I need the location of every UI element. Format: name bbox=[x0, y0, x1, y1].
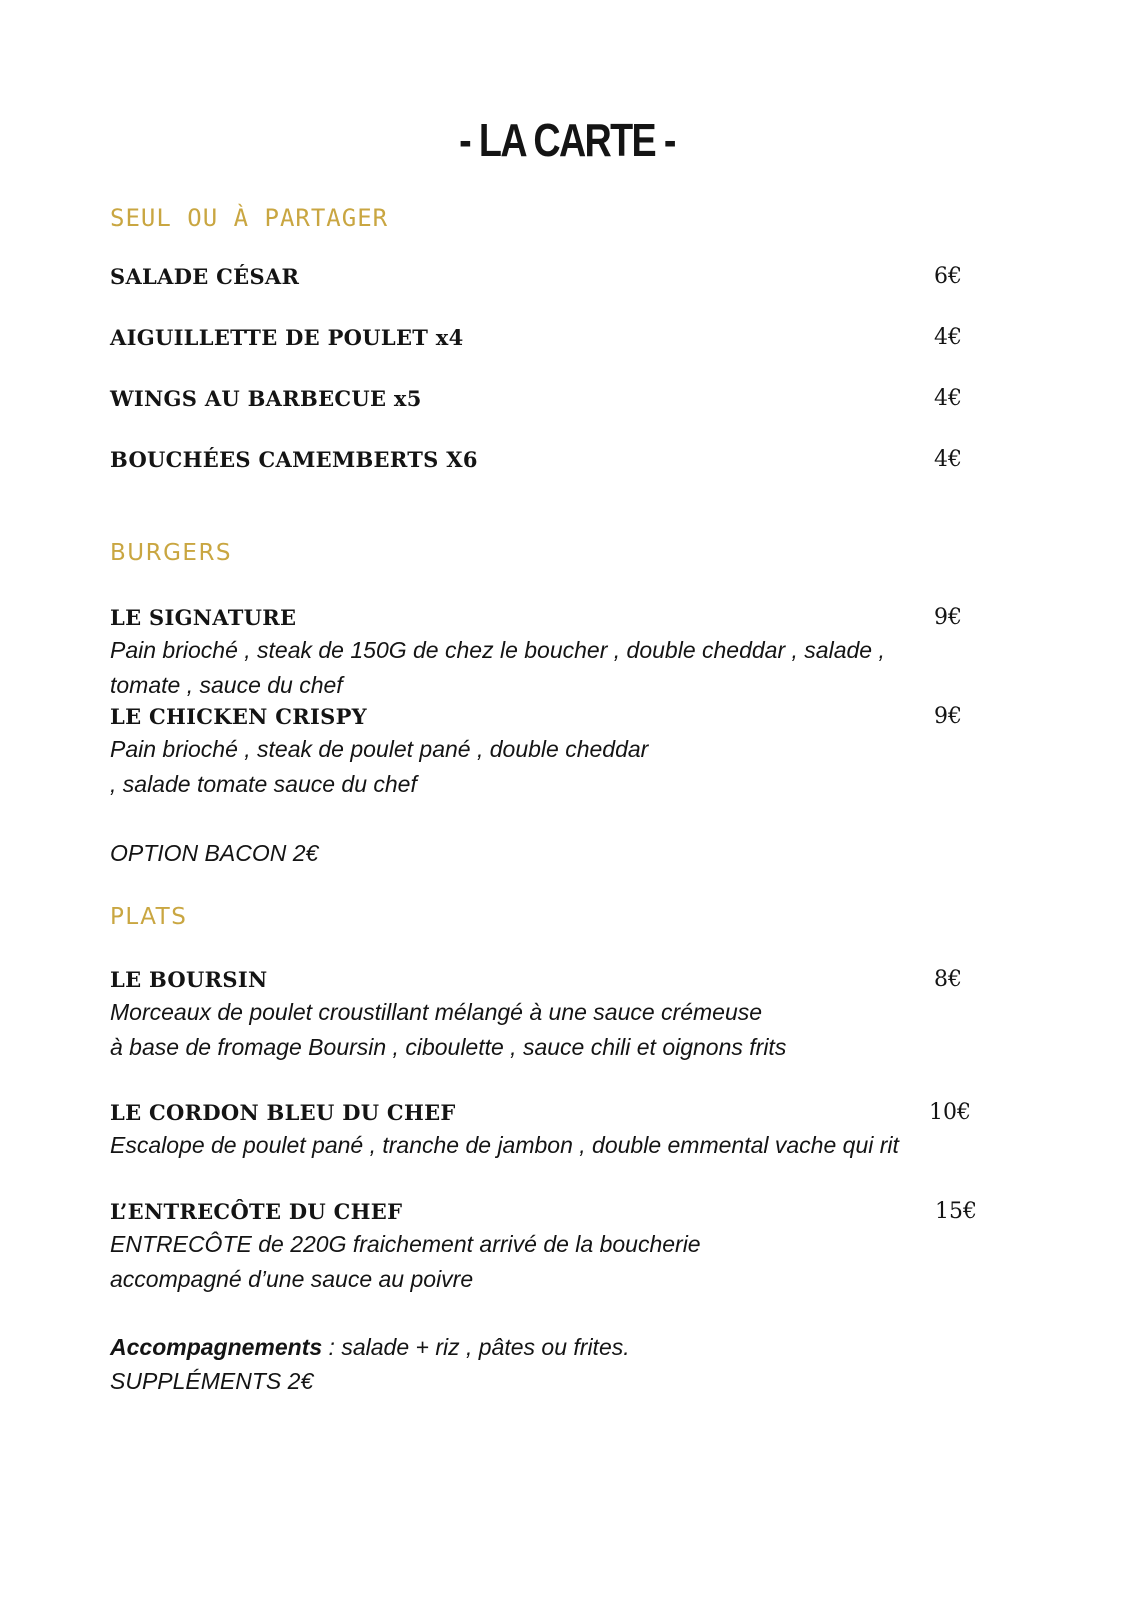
menu-item-price: 6€ bbox=[934, 264, 962, 289]
menu-item-price: 9€ bbox=[934, 704, 962, 729]
menu-item-description: à base de fromage Boursin , ciboulette , sauce chili et oignons frits bbox=[110, 1034, 787, 1060]
menu-item-name: BOUCHÉES CAMEMBERTS X6 bbox=[110, 447, 478, 472]
menu-item-price: 4€ bbox=[934, 386, 962, 411]
menu-item-price: 15€ bbox=[935, 1199, 977, 1224]
option-bacon: OPTION BACON 2€ bbox=[110, 840, 319, 866]
section-heading-partager: SEUL OU À PARTAGER bbox=[110, 204, 389, 232]
menu-item-description: ENTRECÔTE de 220G fraichement arrivé de la boucherie bbox=[110, 1231, 701, 1257]
accompagnements-label: Accompagnements bbox=[110, 1334, 323, 1360]
menu-item-description: Pain brioché , steak de poulet pané , double cheddar bbox=[110, 736, 649, 762]
menu-item-price: 8€ bbox=[934, 967, 962, 992]
menu-item-description: tomate , sauce du chef bbox=[110, 672, 343, 698]
menu-item-description: Morceaux de poulet croustillant mélangé à une sauce crémeuse bbox=[110, 999, 763, 1025]
section-heading-plats: PLATS bbox=[110, 904, 188, 930]
menu-item-description: , salade tomate sauce du chef bbox=[110, 771, 417, 797]
menu-item-description: accompagné d’une sauce au poivre bbox=[110, 1266, 474, 1292]
menu-item-price: 4€ bbox=[934, 325, 962, 350]
menu-item-price: 10€ bbox=[929, 1100, 971, 1125]
supplements-line: SUPPLÉMENTS 2€ bbox=[110, 1368, 314, 1394]
menu-item-name: LE CHICKEN CRISPY bbox=[110, 704, 367, 729]
menu-item-name: LE BOURSIN bbox=[110, 967, 268, 992]
menu-item-name: WINGS AU BARBECUE x5 bbox=[110, 386, 422, 411]
menu-item-name: LE SIGNATURE bbox=[110, 605, 297, 630]
menu-item-description: Pain brioché , steak de 150G de chez le boucher , double cheddar , salade , bbox=[110, 637, 885, 663]
accompagnements-line bbox=[110, 1330, 630, 1365]
menu-item-name: L’ENTRECÔTE DU CHEF bbox=[110, 1199, 403, 1224]
menu-item-name: AIGUILLETTE DE POULET x4 bbox=[110, 325, 464, 350]
page-title: - LA CARTE - bbox=[459, 114, 675, 166]
menu-item-name: SALADE CÉSAR bbox=[110, 264, 300, 289]
section-heading-burgers: BURGERS bbox=[110, 540, 233, 566]
menu-item-name: LE CORDON BLEU DU CHEF bbox=[110, 1100, 456, 1125]
menu-item-price: 4€ bbox=[934, 447, 962, 472]
accompagnements-text: : salade + riz , pâtes ou frites. bbox=[322, 1334, 630, 1360]
menu-item-description: Escalope de poulet pané , tranche de jambon , double emmental vache qui rit bbox=[110, 1132, 899, 1158]
menu-item-price: 9€ bbox=[934, 605, 962, 630]
